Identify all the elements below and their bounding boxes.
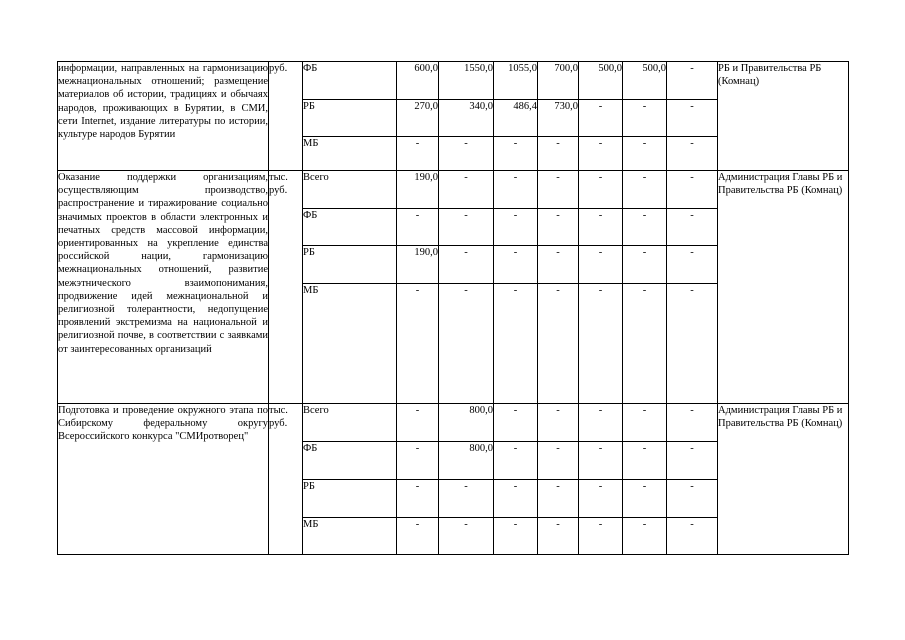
- value-cell: 800,0: [439, 404, 494, 442]
- value-cell: -: [538, 442, 579, 480]
- value-cell: -: [667, 209, 718, 246]
- funding-source: Всего: [303, 171, 397, 209]
- value-cell: -: [494, 171, 538, 209]
- value-cell: -: [494, 480, 538, 518]
- value-cell: -: [439, 171, 494, 209]
- responsible-executor: Администрация Главы РБ и Правительства РБ (Комнац): [718, 404, 849, 555]
- value-cell: -: [439, 209, 494, 246]
- value-cell: -: [494, 284, 538, 404]
- table-row: [58, 404, 849, 442]
- value-cell: -: [439, 284, 494, 404]
- value-cell: -: [494, 246, 538, 284]
- value-cell: 600,0: [397, 62, 439, 100]
- value-cell: 190,0: [397, 246, 439, 284]
- funding-source: МБ: [303, 284, 397, 404]
- funding-source: МБ: [303, 137, 397, 171]
- value-cell: 270,0: [397, 100, 439, 137]
- value-cell: -: [397, 209, 439, 246]
- value-cell: -: [494, 442, 538, 480]
- table-body: [58, 62, 849, 555]
- table-row: [58, 171, 849, 209]
- value-cell: -: [667, 171, 718, 209]
- value-cell: -: [439, 480, 494, 518]
- funding-source: ФБ: [303, 442, 397, 480]
- value-cell: -: [494, 518, 538, 555]
- value-cell: -: [397, 137, 439, 171]
- funding-table: [57, 61, 849, 555]
- value-cell: -: [397, 518, 439, 555]
- value-cell: -: [623, 442, 667, 480]
- value-cell: 340,0: [439, 100, 494, 137]
- funding-source: ФБ: [303, 62, 397, 100]
- value-cell: -: [538, 284, 579, 404]
- unit-cell: тыс. руб.: [269, 404, 303, 555]
- funding-source: РБ: [303, 480, 397, 518]
- value-cell: -: [623, 284, 667, 404]
- value-cell: -: [667, 442, 718, 480]
- value-cell: 500,0: [579, 62, 623, 100]
- value-cell: 1055,0: [494, 62, 538, 100]
- value-cell: -: [579, 246, 623, 284]
- value-cell: -: [623, 246, 667, 284]
- value-cell: -: [623, 480, 667, 518]
- value-cell: -: [538, 518, 579, 555]
- value-cell: -: [667, 284, 718, 404]
- value-cell: -: [538, 480, 579, 518]
- value-cell: -: [667, 137, 718, 171]
- value-cell: 800,0: [439, 442, 494, 480]
- value-cell: -: [538, 137, 579, 171]
- value-cell: -: [667, 480, 718, 518]
- value-cell: 730,0: [538, 100, 579, 137]
- value-cell: -: [579, 137, 623, 171]
- value-cell: -: [538, 209, 579, 246]
- value-cell: -: [538, 171, 579, 209]
- value-cell: -: [579, 404, 623, 442]
- value-cell: -: [623, 137, 667, 171]
- value-cell: -: [579, 171, 623, 209]
- value-cell: -: [579, 209, 623, 246]
- funding-source: МБ: [303, 518, 397, 555]
- value-cell: -: [439, 246, 494, 284]
- funding-source: РБ: [303, 100, 397, 137]
- value-cell: -: [579, 480, 623, 518]
- measure-description: Подготовка и проведение окружного этапа по Сибирскому федеральному округу Всероссийского конкурса "СМИротворец": [58, 404, 269, 555]
- value-cell: -: [538, 404, 579, 442]
- value-cell: -: [623, 171, 667, 209]
- table-row: [58, 62, 849, 100]
- value-cell: -: [667, 246, 718, 284]
- value-cell: -: [623, 518, 667, 555]
- responsible-executor: Администрация Главы РБ и Правительства РБ (Комнац): [718, 171, 849, 404]
- value-cell: -: [397, 442, 439, 480]
- funding-source: РБ: [303, 246, 397, 284]
- value-cell: -: [667, 62, 718, 100]
- value-cell: -: [667, 518, 718, 555]
- value-cell: 486,4: [494, 100, 538, 137]
- value-cell: -: [623, 100, 667, 137]
- value-cell: -: [579, 100, 623, 137]
- value-cell: 500,0: [623, 62, 667, 100]
- value-cell: -: [623, 404, 667, 442]
- value-cell: -: [494, 209, 538, 246]
- value-cell: -: [623, 209, 667, 246]
- value-cell: 190,0: [397, 171, 439, 209]
- funding-source: ФБ: [303, 209, 397, 246]
- funding-source: Всего: [303, 404, 397, 442]
- value-cell: -: [579, 442, 623, 480]
- value-cell: -: [579, 518, 623, 555]
- value-cell: -: [397, 404, 439, 442]
- unit-cell: тыс. руб.: [269, 171, 303, 404]
- value-cell: -: [538, 246, 579, 284]
- value-cell: -: [667, 404, 718, 442]
- value-cell: -: [397, 480, 439, 518]
- value-cell: 1550,0: [439, 62, 494, 100]
- responsible-executor: РБ и Правительства РБ (Комнац): [718, 62, 849, 171]
- value-cell: -: [439, 137, 494, 171]
- measure-description: Оказание поддержки организациям, осуществляющим производство, распространение и тиражирование социально значимых проектов в области электронных и печатных средств массовой информации, ориентированных на укрепление единства российской нации, гармонизацию межнациональных отношений, развитие межэтнического взаимопонимания, продвижение идей межнациональной и религиозной толерантности, недопущение проявлений экстремизма на национальной и религиозной почве, в соответствии с заявками от заинтересованных организаций: [58, 171, 269, 404]
- value-cell: -: [397, 284, 439, 404]
- value-cell: -: [494, 137, 538, 171]
- unit-cell: руб.: [269, 62, 303, 171]
- value-cell: -: [667, 100, 718, 137]
- value-cell: -: [579, 284, 623, 404]
- value-cell: 700,0: [538, 62, 579, 100]
- measure-description: информации, направленных на гармонизацию межнациональных отношений; размещение материалов об истории, традициях и обычаях народов, проживающих в Бурятии, в СМИ, сети Internet, издание литературы по истории, культуре народов Бурятии: [58, 62, 269, 171]
- value-cell: -: [494, 404, 538, 442]
- value-cell: -: [439, 518, 494, 555]
